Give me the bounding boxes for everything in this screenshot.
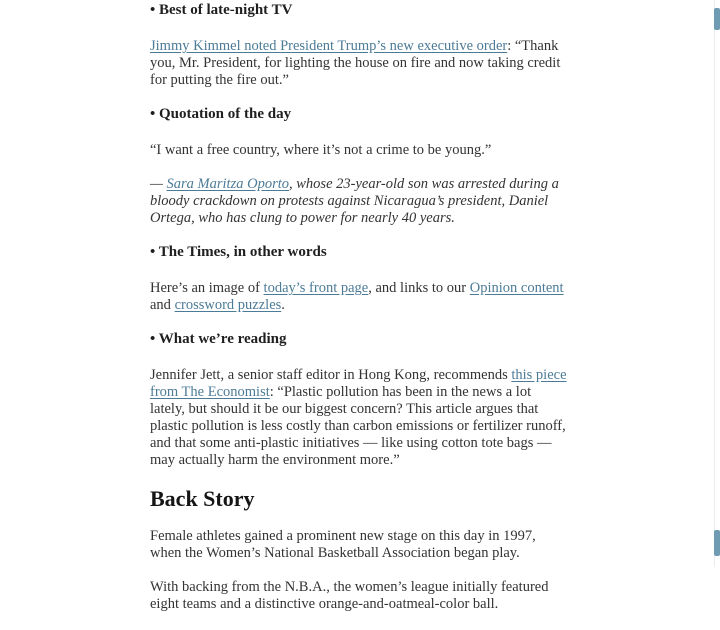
attribution-text: , whose 23-year-old son was arrested during a bloody crackdown on protests against Nicaragua’s president, Daniel Ortega, who has clung to power for nearly 40 years.	[150, 176, 559, 226]
paragraph-late-night	[150, 38, 568, 89]
link-todays-front-page[interactable]: today’s front page	[263, 280, 369, 296]
quotation-attribution	[150, 176, 568, 227]
link-crossword-puzzles[interactable]: crossword puzzles	[174, 297, 282, 313]
paragraph-other-words	[150, 280, 568, 314]
back-story-heading: Back Story	[150, 486, 255, 511]
link-sara-maritza-oporto[interactable]: Sara Maritza Oporto	[166, 176, 289, 192]
scrollbar-mark-bottom[interactable]	[714, 530, 720, 556]
back-story-paragraph-1: Female athletes gained a prominent new stage on this day in 1997, when the Women’s National Basketball Association began play.	[150, 528, 536, 561]
section-heading-what-were-reading: • What we’re reading	[150, 331, 287, 347]
quotation-of-the-day: “I want a free country, where it’s not a crime to be young.”	[150, 142, 492, 158]
link-economist-piece[interactable]: this piece from The Economist	[150, 367, 567, 400]
section-heading-quotation: • Quotation of the day	[150, 106, 292, 122]
scrollbar-track[interactable]	[714, 0, 715, 567]
link-opinion-content[interactable]: Opinion content	[469, 280, 564, 296]
other-words-text-3: and	[150, 297, 175, 313]
scrollbar-mark-top[interactable]	[714, 8, 720, 30]
section-heading-other-words: • The Times, in other words	[150, 244, 327, 260]
late-night-quote-text: : “Thank you, Mr. President, for lighting the house on fire and now taking credit for putting the fire out.”	[150, 38, 561, 88]
other-words-text-2: , and links to our	[368, 280, 470, 296]
link-jimmy-kimmel-executive-order[interactable]: Jimmy Kimmel noted President Trump’s new executive order	[150, 38, 508, 54]
reading-text-2: : “Plastic pollution has been in the news a lot lately, but should it be our biggest concern? This article argues that plastic pollution is less costly than carbon emissions or fertilizer runoff, and that some anti-plastic initiatives — like using cotton tote bags — may actually harm the environment more.”	[150, 384, 566, 468]
back-story-paragraph-2: With backing from the N.B.A., the women’s league initially featured eight teams and a distinctive orange-and-oatmeal-color ball.	[150, 579, 549, 612]
newsletter-article	[150, 2, 568, 630]
attribution-dash: —	[150, 176, 167, 192]
section-heading-late-night: • Best of late-night TV	[150, 2, 293, 18]
other-words-text-4: .	[281, 297, 285, 313]
paragraph-what-were-reading	[150, 367, 568, 469]
other-words-text-1: Here’s an image of	[150, 280, 264, 296]
reading-text-1: Jennifer Jett, a senior staff editor in Hong Kong, recommends	[150, 367, 512, 383]
